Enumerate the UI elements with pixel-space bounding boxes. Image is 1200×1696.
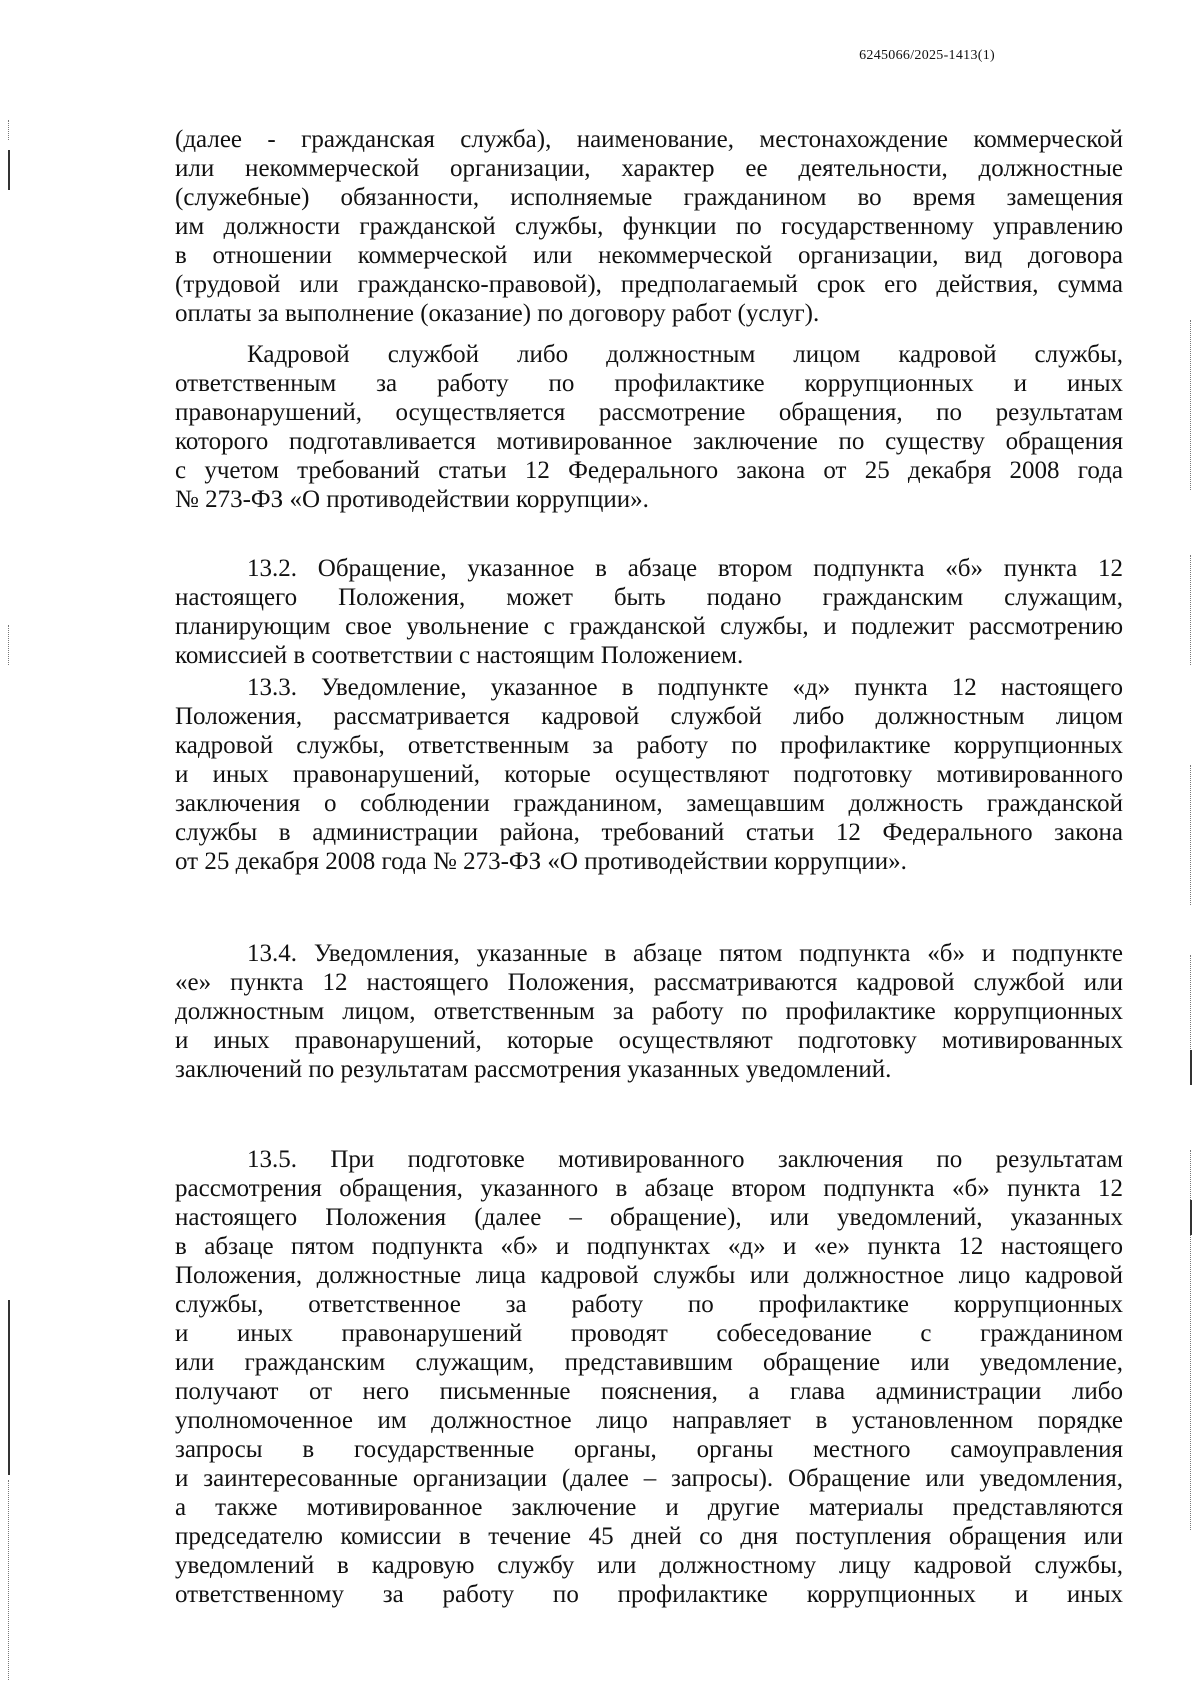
scan-artifact-dots [8, 1480, 10, 1680]
text-line: Кадровой службой либо должностным лицом кадровой службы, [247, 341, 1123, 368]
text-line: комиссией в соответствии с настоящим Положением. [175, 642, 744, 669]
text-line: и иных правонарушений проводят собеседование с гражданином [175, 1320, 1123, 1347]
text-line: в отношении коммерческой или некоммерческой организации, вид договора [175, 242, 1123, 269]
text-line: ответственному за работу по профилактике коррупционных и иных [175, 1581, 1123, 1608]
text-line: им должности гражданской службы, функции по государственному управлению [175, 213, 1123, 240]
text-line: Положения, рассматривается кадровой службой либо должностным лицом [175, 703, 1123, 730]
text-line: или некоммерческой организации, характер ее деятельности, должностные [175, 155, 1123, 182]
text-line: с учетом требований статьи 12 Федерального закона от 25 декабря 2008 года [175, 457, 1123, 484]
text-line: настоящего Положения (далее – обращение), или уведомлений, указанных [175, 1204, 1123, 1231]
text-line: правонарушений, осуществляется рассмотрение обращения, по результатам [175, 399, 1123, 426]
text-line: председателю комиссии в течение 45 дней со дня поступления обращения или [175, 1523, 1123, 1550]
text-line: от 25 декабря 2008 года № 273-ФЗ «О противодействии коррупции». [175, 848, 907, 875]
text-line: в абзаце пятом подпункта «б» и подпунктах «д» и «е» пункта 12 настоящего [175, 1233, 1123, 1260]
scan-artifact-mark [1190, 1200, 1192, 1235]
paragraph-13-3 [175, 673, 1123, 876]
scan-artifact-mark [8, 150, 10, 190]
text-line: (трудовой или гражданско-правовой), предполагаемый срок его действия, сумма [175, 271, 1123, 298]
text-line: № 273-ФЗ «О противодействии коррупции». [175, 486, 649, 513]
text-line: кадровой службы, ответственным за работу по профилактике коррупционных [175, 732, 1123, 759]
text-line: и иных правонарушений, которые осуществляют подготовку мотивированных [175, 1027, 1123, 1054]
text-line: 13.5. При подготовке мотивированного заключения по результатам [247, 1146, 1123, 1173]
text-line: 13.3. Уведомление, указанное в подпункте «д» пункта 12 настоящего [247, 674, 1123, 701]
text-line: а также мотивированное заключение и другие материалы представляются [175, 1494, 1123, 1521]
text-line: заключений по результатам рассмотрения указанных уведомлений. [175, 1056, 892, 1083]
paragraph-13-4 [175, 939, 1123, 1084]
text-line: настоящего Положения, может быть подано гражданским служащим, [175, 584, 1123, 611]
text-line: (служебные) обязанности, исполняемые гражданином во время замещения [175, 184, 1123, 211]
text-line: заключения о соблюдении гражданином, замещавшим должность гражданской [175, 790, 1123, 817]
text-line: уполномоченное им должностное лицо направляет в установленном порядке [175, 1407, 1123, 1434]
text-line: ответственным за работу по профилактике коррупционных и иных [175, 370, 1123, 397]
scan-artifact-mark [8, 1300, 10, 1475]
text-line: и иных правонарушений, которые осуществляют подготовку мотивированного [175, 761, 1123, 788]
scan-artifact-dots [1190, 765, 1192, 905]
document-number: 6245066/2025-1413(1) [859, 48, 995, 63]
text-line: которого подготавливается мотивированное заключение по существу обращения [175, 428, 1123, 455]
paragraph-continuation [175, 125, 1123, 328]
text-line: или гражданским служащим, представившим обращение или уведомление, [175, 1349, 1123, 1376]
text-line: «е» пункта 12 настоящего Положения, рассматриваются кадровой службой или [175, 969, 1123, 996]
paragraph-13-5 [175, 1145, 1123, 1609]
scan-artifact-dots [8, 120, 10, 140]
scan-artifact-dots [1190, 555, 1192, 665]
text-line: и заинтересованные организации (далее – запросы). Обращение или уведомления, [175, 1465, 1123, 1492]
scan-artifact-dots [8, 625, 10, 665]
scan-artifact-mark [1190, 1050, 1192, 1085]
text-line: получают от него письменные пояснения, а глава администрации либо [175, 1378, 1123, 1405]
text-line: службы, ответственное за работу по профилактике коррупционных [175, 1291, 1123, 1318]
text-line: рассмотрения обращения, указанного в абзаце втором подпункта «б» пункта 12 [175, 1175, 1123, 1202]
text-line: Положения, должностные лица кадровой службы или должностное лицо кадровой [175, 1262, 1123, 1289]
paragraph-13-2 [175, 554, 1123, 670]
text-line: уведомлений в кадровую службу или должностному лицу кадровой службы, [175, 1552, 1123, 1579]
text-line: службы в администрации района, требований статьи 12 Федерального закона [175, 819, 1123, 846]
text-line: должностным лицом, ответственным за работу по профилактике коррупционных [175, 998, 1123, 1025]
text-line: 13.4. Уведомления, указанные в абзаце пятом подпункта «б» и подпункте [247, 940, 1123, 967]
text-line: (далее - гражданская служба), наименование, местонахождение коммерческой [175, 126, 1123, 153]
scan-artifact-dots [1190, 320, 1192, 490]
paragraph-hr-review [175, 340, 1123, 514]
text-line: планирующим свое увольнение с гражданской службы, и подлежит рассмотрению [175, 613, 1123, 640]
text-line: запросы в государственные органы, органы местного самоуправления [175, 1436, 1123, 1463]
text-line: 13.2. Обращение, указанное в абзаце втором подпункта «б» пункта 12 [247, 555, 1123, 582]
text-line: оплаты за выполнение (оказание) по договору работ (услуг). [175, 300, 820, 327]
